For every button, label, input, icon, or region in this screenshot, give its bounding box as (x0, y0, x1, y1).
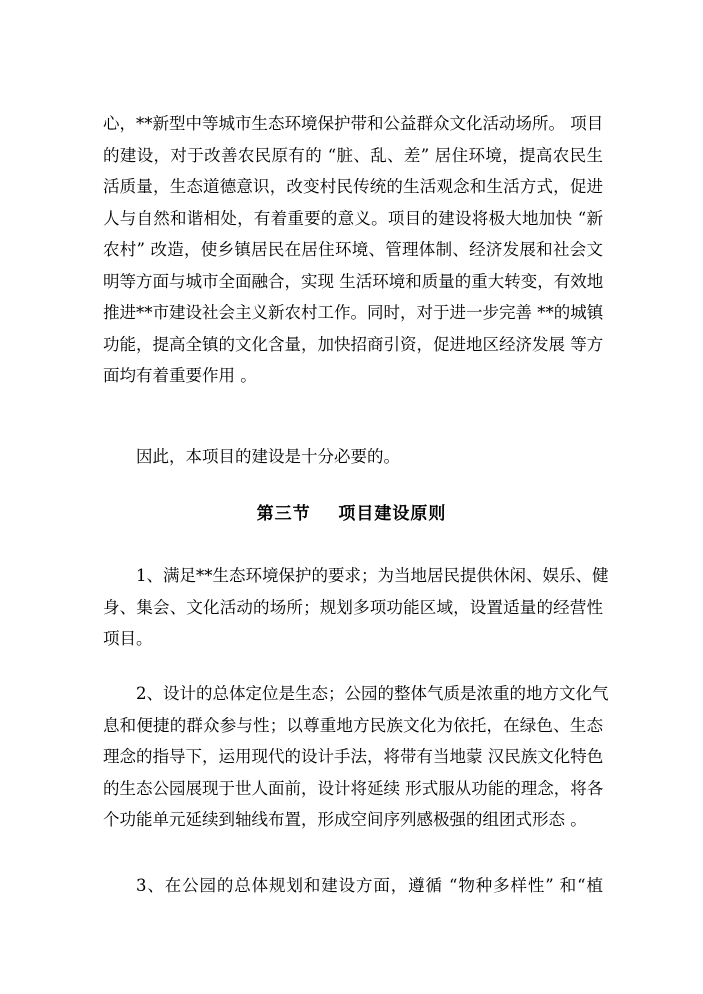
text-line: 因此，本项目的建设是十分必要的。 (136, 447, 400, 466)
text-line: 面均有着重要作用 。 (103, 366, 257, 385)
text-line: 心，**新型中等城市生态环境保护带和公益群众文化活动场所。 项目 (103, 114, 604, 133)
paragraph-conclusion (103, 441, 603, 473)
text-line: 3、在公园的总体规划和建设方面，遵循 “物种多样性” 和“植 (136, 876, 603, 895)
text-line: 身、集会、文化活动的场所；规划多项功能区域，设置适量的经营性 (103, 597, 603, 617)
text-line: 的建设，对于改善农民原有的 “脏、乱、差” 居住环境，提高农民生 (103, 145, 603, 165)
paragraph-principle-2 (103, 678, 609, 836)
text-line: 理念的指导下，运用现代的设计手法，将带有当地蒙 汉民族文化特色 (103, 747, 604, 766)
text-line: 推进**市建设社会主义新农村工作。同时，对于进一步完善 **的城镇 (103, 303, 604, 322)
paragraph-project-significance (103, 108, 603, 392)
section-heading: 第三节 项目建设原则 (256, 504, 447, 524)
text-line: 农村” 改造，使乡镇居民在居住环境、管理体制、经济发展和社会文 (103, 240, 603, 259)
text-line: 功能，提高全镇的文化含量，加快招商引资，促进地区经济发展 等方 (103, 334, 604, 354)
text-line: 2、设计的总体定位是生态；公园的整体气质是浓重的地方文化气 (136, 684, 609, 703)
text-line: 的生态公园展现于世人面前，设计将延续 形式服从功能的理念，将各 (103, 778, 604, 798)
text-line: 人与自然和谐相处，有着重要的意义。项目的建设将极大地加快 “新 (103, 208, 603, 228)
text-line: 1、满足**生态环境保护的要求；为当地居民提供休闲、娱乐、健 (136, 566, 609, 585)
paragraph-principle-3 (103, 870, 603, 902)
text-line: 个功能单元延续到轴线布置，形成空间序列感极强的组团式形态 。 (103, 810, 587, 829)
text-line: 活质量，生态道德意识，改变村民传统的生活观念和生活方式，促进 (103, 177, 603, 196)
text-line: 项目。 (103, 629, 153, 648)
text-line: 明等方面与城市全面融合，实现 生活环境和质量的重大转变，有效地 (103, 271, 604, 291)
paragraph-principle-1 (103, 560, 609, 655)
text-line: 息和便捷的群众参与性；以尊重地方民族文化为依托，在绿色、生态 (103, 715, 603, 735)
